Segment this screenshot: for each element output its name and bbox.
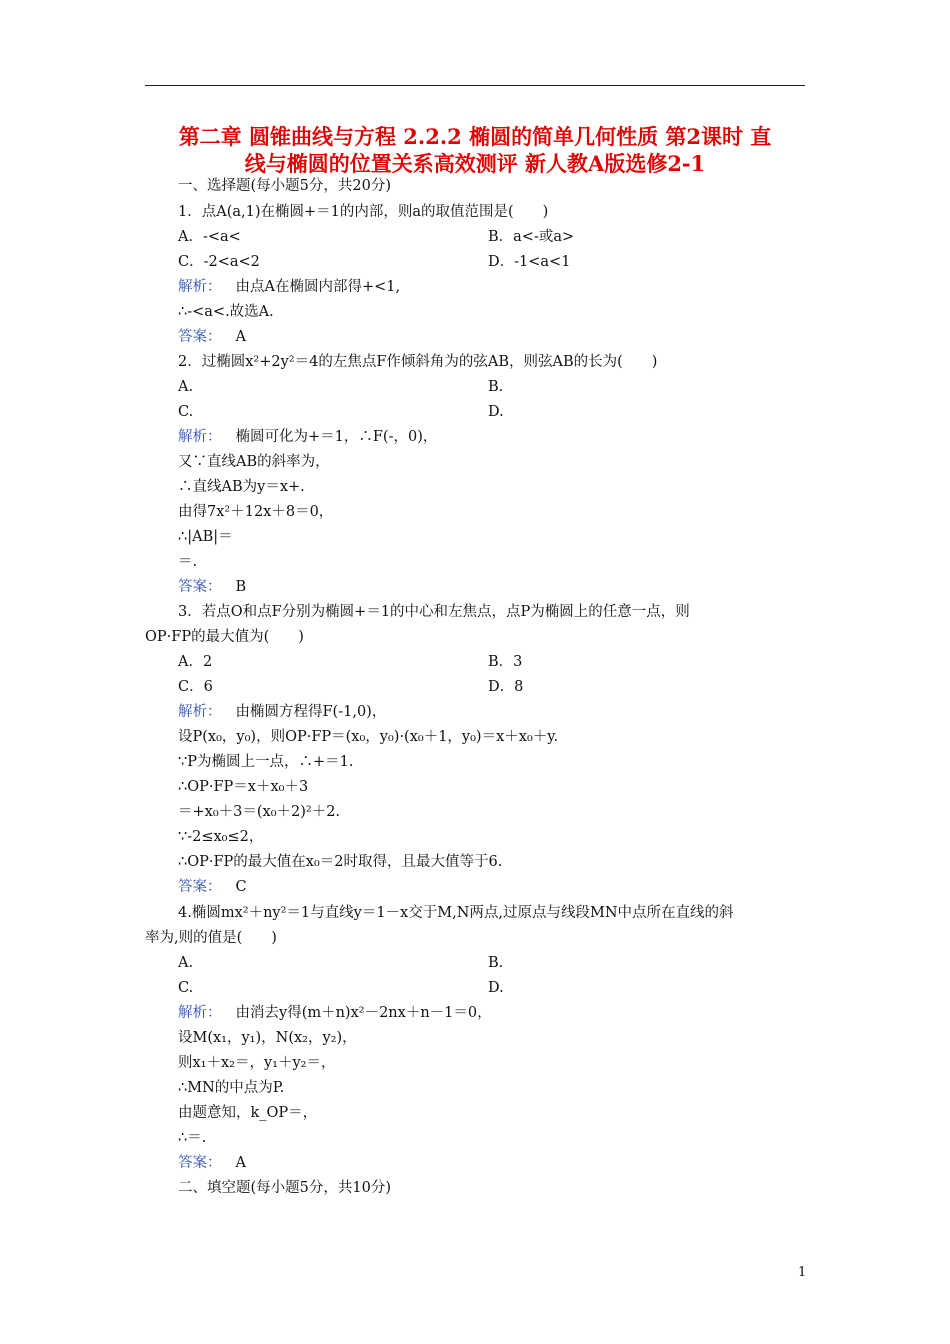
q3-solution-line-3: ∵P为椭圆上一点，∴+＝1. bbox=[178, 754, 354, 770]
q2-solution-line-1: 椭圆可化为+＝1，∴F(-，0)， bbox=[235, 429, 438, 445]
q1-stem: 1．点A(a,1)在椭圆+＝1的内部，则a的取值范围是( ) bbox=[178, 204, 549, 220]
q4-option-d: D. bbox=[488, 980, 504, 996]
q3-answer-value: C bbox=[235, 879, 247, 895]
q2-option-b: B. bbox=[488, 379, 504, 395]
q2-solution-line-3: ∴直线AB为y＝x+. bbox=[178, 479, 305, 495]
title-line-1: 第二章 圆锥曲线与方程 2.2.2 椭圆的简单几何性质 第2课时 直 bbox=[178, 124, 772, 149]
q1-option-a: A．-<a< bbox=[178, 229, 241, 245]
solution-label: 解析： bbox=[178, 704, 222, 720]
q2-solution-line-6: ＝. bbox=[178, 554, 198, 570]
q4-option-c: C. bbox=[178, 980, 194, 996]
q1-solution-line-2: ∴-<a<.故选A. bbox=[178, 304, 274, 320]
q2-answer bbox=[178, 577, 246, 597]
q1-option-d: D．-1<a<1 bbox=[488, 254, 571, 270]
q3-solution bbox=[178, 702, 386, 722]
q3-stem-line-2: OP·FP的最大值为( ) bbox=[145, 629, 304, 645]
q3-solution-line-1: 由椭圆方程得F(-1,0)， bbox=[235, 704, 387, 720]
q4-answer bbox=[178, 1153, 246, 1173]
q4-solution-line-5: 由题意知，k_OP＝， bbox=[178, 1105, 318, 1121]
q3-option-c: C．6 bbox=[178, 679, 213, 695]
q2-solution-line-5: ∴|AB|＝ bbox=[178, 529, 233, 545]
section-heading-choice: 一、选择题(每小题5分，共20分) bbox=[178, 178, 391, 194]
q3-stem-line-1: 3．若点O和点F分别为椭圆+＝1的中心和左焦点，点P为椭圆上的任意一点，则 bbox=[178, 604, 690, 620]
q4-solution-line-6: ∴＝. bbox=[178, 1130, 207, 1146]
q2-solution bbox=[178, 427, 437, 447]
q1-answer-value: A bbox=[235, 329, 246, 345]
q3-solution-line-2: 设P(x₀，y₀)，则OP·FP＝(x₀，y₀)·(x₀＋1，y₀)＝x＋x₀＋y. bbox=[178, 729, 559, 745]
q3-option-b: B．3 bbox=[488, 654, 523, 670]
q2-option-c: C. bbox=[178, 404, 194, 420]
q2-solution-line-4: 由得7x²＋12x＋8＝0， bbox=[178, 504, 334, 520]
header-rule bbox=[145, 85, 805, 86]
q3-solution-line-5: ＝+x₀＋3＝(x₀＋2)²＋2. bbox=[178, 804, 341, 820]
q4-solution bbox=[178, 1003, 492, 1023]
document-title bbox=[145, 123, 805, 177]
q1-solution bbox=[178, 277, 400, 297]
q4-solution-line-4: ∴MN的中点为P. bbox=[178, 1080, 285, 1096]
q1-option-c: C．-2<a<2 bbox=[178, 254, 260, 270]
q1-answer bbox=[178, 327, 246, 347]
answer-label: 答案： bbox=[178, 579, 222, 595]
solution-label: 解析： bbox=[178, 429, 222, 445]
q4-solution-line-3: 则x₁＋x₂＝，y₁＋y₂＝， bbox=[178, 1055, 336, 1071]
q4-answer-value: A bbox=[235, 1155, 246, 1171]
q3-answer bbox=[178, 877, 247, 897]
answer-label: 答案： bbox=[178, 329, 222, 345]
q3-solution-line-6: ∵-2≤x₀≤2， bbox=[178, 829, 264, 845]
answer-label: 答案： bbox=[178, 879, 222, 895]
title-line-2: 线与椭圆的位置关系高效测评 新人教A版选修2-1 bbox=[244, 151, 706, 176]
q2-stem: 2．过椭圆x²+2y²＝4的左焦点F作倾斜角为的弦AB，则弦AB的长为( ) bbox=[178, 354, 658, 370]
q2-answer-value: B bbox=[235, 579, 247, 595]
answer-label: 答案： bbox=[178, 1155, 222, 1171]
q3-option-a: A．2 bbox=[178, 654, 213, 670]
q4-option-a: A. bbox=[178, 955, 194, 971]
q4-solution-line-1: 由消去y得(m＋n)x²－2nx＋n－1＝0， bbox=[235, 1005, 492, 1021]
q4-solution-line-2: 设M(x₁，y₁)，N(x₂，y₂)， bbox=[178, 1030, 357, 1046]
section-heading-fill: 二、填空题(每小题5分，共10分) bbox=[178, 1180, 391, 1196]
q3-option-d: D．8 bbox=[488, 679, 524, 695]
q4-stem-line-2: 率为,则的值是( ) bbox=[145, 930, 277, 946]
solution-label: 解析： bbox=[178, 1005, 222, 1021]
q3-solution-line-4: ∴OP·FP＝x＋x₀＋3 bbox=[178, 779, 309, 795]
q2-solution-line-2: 又∵直线AB的斜率为， bbox=[178, 454, 330, 470]
page-number: 1 bbox=[798, 1265, 807, 1280]
solution-label: 解析： bbox=[178, 279, 222, 295]
q2-option-d: D. bbox=[488, 404, 504, 420]
q3-solution-line-7: ∴OP·FP的最大值在x₀＝2时取得，且最大值等于6. bbox=[178, 854, 503, 870]
q2-option-a: A. bbox=[178, 379, 194, 395]
q4-stem-line-1: 4.椭圆mx²＋ny²＝1与直线y＝1－x交于M,N两点,过原点与线段MN中点所在直线的斜 bbox=[178, 905, 734, 921]
q4-option-b: B. bbox=[488, 955, 504, 971]
q1-solution-line-1: 由点A在椭圆内部得+<1, bbox=[235, 279, 401, 295]
q1-option-b: B．a<-或a> bbox=[488, 229, 575, 245]
